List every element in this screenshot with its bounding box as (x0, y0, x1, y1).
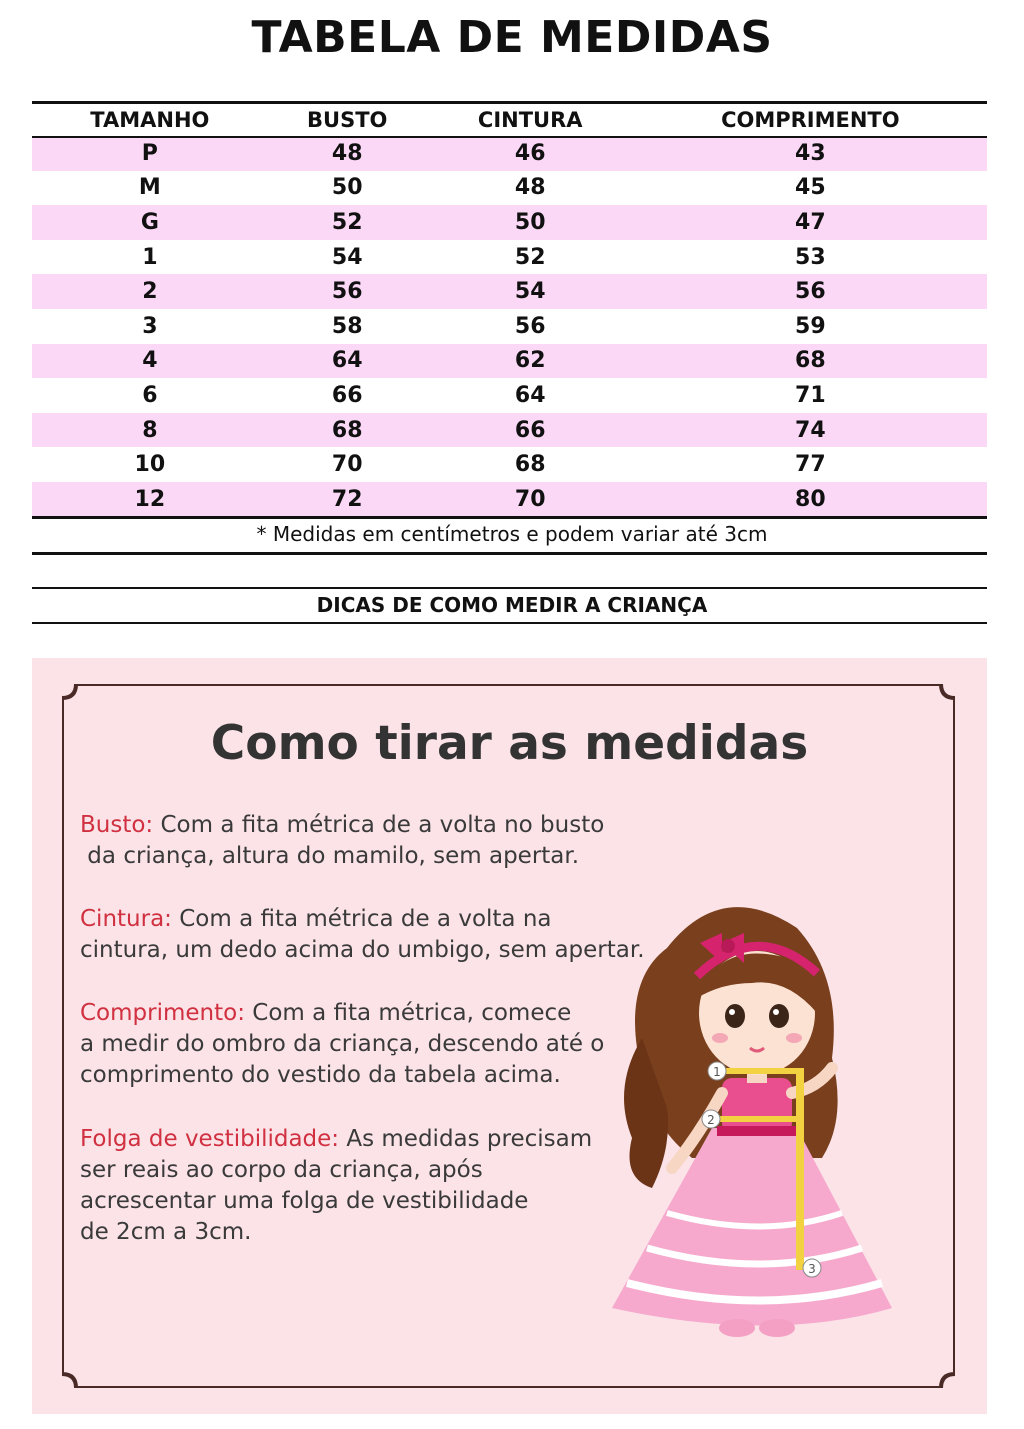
table-row (32, 171, 987, 206)
table-cell: 6 (32, 378, 268, 413)
measure-marker-1 (708, 1062, 726, 1080)
table-cell: 12 (32, 482, 268, 517)
table-cell: 74 (634, 413, 987, 448)
tip-folga-label: Folga de vestibilidade: (80, 1126, 340, 1152)
table-cell: 64 (268, 344, 427, 379)
tip-busto-label: Busto: (80, 812, 154, 838)
tip-comprimento-label: Comprimento: (80, 1000, 245, 1026)
size-table (32, 104, 987, 517)
header-cintura: CINTURA (477, 108, 583, 132)
tips-bottom-rule (32, 622, 987, 624)
table-row (32, 447, 987, 482)
table-cell: 72 (268, 482, 427, 517)
tip-comprimento-line-3: comprimento do vestido da tabela acima. (80, 1062, 561, 1088)
table-row (32, 205, 987, 240)
table-cell: 66 (427, 413, 634, 448)
table-cell: 53 (634, 240, 987, 275)
table-cell: 48 (427, 171, 634, 206)
measure-marker-3 (803, 1259, 821, 1277)
tip-cintura-line-2: cintura, um dedo acima do umbigo, sem apertar. (80, 937, 645, 963)
table-cell: 68 (268, 413, 427, 448)
tip-folga-line-3: acrescentar uma folga de vestibilidade (80, 1188, 529, 1214)
how-to-measure-card (32, 658, 987, 1414)
table-cell: 48 (268, 136, 427, 171)
table-row (32, 136, 987, 171)
table-row (32, 378, 987, 413)
tip-folga-line-4: de 2cm a 3cm. (80, 1219, 252, 1245)
table-cell: 56 (427, 309, 634, 344)
tip-busto-line-2: da criança, altura do mamilo, sem apertar. (80, 843, 580, 869)
table-cell: 70 (268, 447, 427, 482)
tips-top-rule (32, 587, 987, 589)
tip-cintura-label: Cintura: (80, 906, 172, 932)
tip-folga (80, 1124, 592, 1248)
table-cell: 50 (427, 205, 634, 240)
table-cell: 50 (268, 171, 427, 206)
tip-busto (80, 810, 604, 872)
table-header-rule (32, 136, 987, 138)
table-cell: 70 (427, 482, 634, 517)
table-bottom-rule (32, 516, 987, 519)
table-row (32, 309, 987, 344)
table-cell: M (32, 171, 268, 206)
table-cell: 62 (427, 344, 634, 379)
measure-marker-2 (702, 1110, 720, 1128)
table-cell: 58 (268, 309, 427, 344)
table-cell: 66 (268, 378, 427, 413)
tip-folga-line-2: ser reais ao corpo da criança, após (80, 1157, 483, 1183)
table-row (32, 482, 987, 517)
tip-cintura (80, 904, 645, 966)
header-tamanho: TAMANHO (90, 108, 210, 132)
table-cell: 68 (427, 447, 634, 482)
tip-cintura-line-1: Com a fita métrica de a volta na (171, 906, 552, 932)
tip-busto-line-1: Com a fita métrica de a volta no busto (153, 812, 605, 838)
svg-text:1: 1 (713, 1065, 721, 1079)
measurement-note: * Medidas em centímetros e podem variar até 3cm (256, 522, 768, 546)
table-cell: 52 (268, 205, 427, 240)
tip-comprimento-line-1: Com a fita métrica, comece (244, 1000, 572, 1026)
table-cell: 43 (634, 136, 987, 171)
table-cell: 64 (427, 378, 634, 413)
table-cell: 10 (32, 447, 268, 482)
table-row (32, 344, 987, 379)
tips-heading: DICAS DE COMO MEDIR A CRIANÇA (316, 593, 708, 617)
table-cell: 80 (634, 482, 987, 517)
table-cell: G (32, 205, 268, 240)
table-cell: 3 (32, 309, 268, 344)
tip-comprimento (80, 998, 604, 1091)
svg-text:3: 3 (808, 1262, 816, 1276)
table-row (32, 274, 987, 309)
table-cell: 45 (634, 171, 987, 206)
table-cell: 71 (634, 378, 987, 413)
tip-comprimento-line-2: a medir do ombro da criança, descendo até o (80, 1031, 605, 1057)
table-cell: 47 (634, 205, 987, 240)
table-row (32, 240, 987, 275)
table-cell: 2 (32, 274, 268, 309)
table-cell: 56 (634, 274, 987, 309)
note-rule (32, 552, 987, 555)
table-header-row (32, 104, 987, 136)
table-cell: 52 (427, 240, 634, 275)
tip-folga-line-1: As medidas precisam (339, 1126, 593, 1152)
header-comprimento: COMPRIMENTO (721, 108, 900, 132)
table-cell: 68 (634, 344, 987, 379)
table-cell: 54 (427, 274, 634, 309)
page-title: TABELA DE MEDIDAS (251, 12, 773, 63)
table-row (32, 413, 987, 448)
table-cell: 8 (32, 413, 268, 448)
table-cell: 59 (634, 309, 987, 344)
card-title: Como tirar as medidas (210, 716, 809, 771)
table-cell: 56 (268, 274, 427, 309)
table-cell: 77 (634, 447, 987, 482)
table-cell: 54 (268, 240, 427, 275)
table-cell: 46 (427, 136, 634, 171)
table-cell: 4 (32, 344, 268, 379)
table-cell: 1 (32, 240, 268, 275)
header-busto: BUSTO (307, 108, 388, 132)
table-cell: P (32, 136, 268, 171)
girl-illustration (572, 888, 962, 1378)
svg-text:2: 2 (707, 1113, 715, 1127)
table-body (32, 136, 987, 517)
